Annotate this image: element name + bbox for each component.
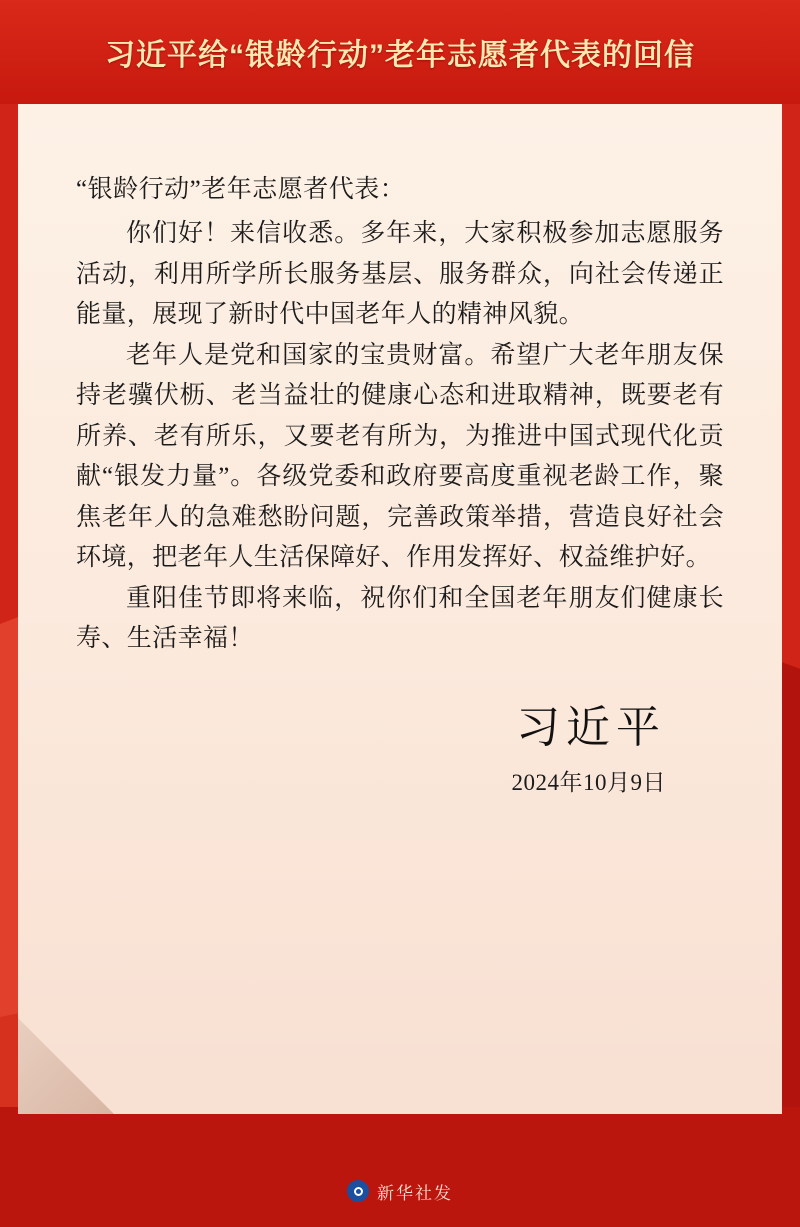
letter-content <box>18 104 782 1114</box>
letter-paragraph-1: 你们好！来信收悉。多年来，大家积极参加志愿服务活动，利用所学所长服务基层、服务群众，向社会传递正能量，展现了新时代中国老年人的精神风貌。 <box>76 220 724 329</box>
letter-paragraph-2: 老年人是党和国家的宝贵财富。希望广大老年朋友保持老骥伏枥、老当益壮的健康心态和进取精神，既要老有所养、老有所乐，又要老有所为，为推进中国式现代化贡献“银发力量”。各级党委和政府要高度重视老龄工作，聚焦老年人的急难愁盼问题，完善政策举措，营造良好社会环境，把老年人生活保障好、作用发挥好、权益维护好。 <box>76 341 724 572</box>
signature-date: 2024年10月9日 <box>511 770 666 796</box>
footer-credit-label: 新华社发 <box>377 1183 453 1203</box>
letter-salutation: “银龄行动”老年志愿者代表： <box>76 176 406 203</box>
signature-name: 习近平 <box>516 702 666 752</box>
page-title: 习近平给“银龄行动”老年志愿者代表的回信 <box>105 39 695 72</box>
signature-block <box>76 704 724 797</box>
xinhua-logo-icon <box>347 1180 369 1202</box>
letter-paragraph-3: 重阳佳节即将来临，祝你们和全国老年朋友们健康长寿、生活幸福！ <box>76 584 724 653</box>
footer-credit <box>0 1171 800 1211</box>
title-band <box>0 0 800 104</box>
